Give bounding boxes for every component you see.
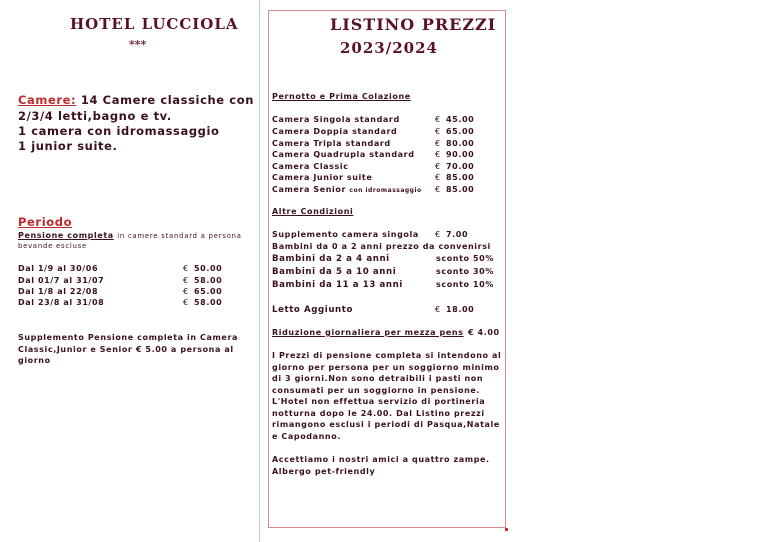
discount-label: Bambini da 11 a 13 anni [272, 280, 403, 290]
room-name-line [272, 185, 422, 194]
conditions-line-4: consumati per un soggiorno in pensione. [272, 386, 481, 395]
period-price: 50.00 [194, 264, 223, 273]
room-currency: € [435, 173, 441, 182]
room-currency: € [435, 150, 441, 159]
room-price: 70.00 [446, 162, 475, 171]
room-name: Camera Doppia standard [272, 127, 398, 136]
period-price: 58.00 [194, 298, 223, 307]
conditions-line-3: di 3 giorni.Non sono detraibili i pasti non [272, 374, 484, 383]
altre-condizioni-heading: Altre Condizioni [272, 207, 354, 216]
period-currency: € [183, 287, 189, 296]
room-currency: € [435, 162, 441, 171]
conditions-line-2: giorno per persona per un soggiorno minimo [272, 363, 500, 372]
hotel-stars: *** [129, 38, 147, 51]
supplemento-singola-price: 7.00 [446, 230, 469, 239]
room-price: 85.00 [446, 185, 475, 194]
discount-label: Bambini da 2 a 4 anni [272, 254, 390, 264]
supplement-line-2: Classic,Junior e Senior € 5.00 a persona al [18, 345, 234, 354]
room-currency: € [435, 115, 441, 124]
discount-label: Bambini da 5 a 10 anni [272, 267, 397, 277]
pensione-note-1: in camere standard a persona [117, 232, 242, 240]
supplemento-singola-label: Supplemento camera singola [272, 230, 419, 239]
frame-corner-mark [505, 528, 508, 531]
price-list-title: LISTINO PREZZI [330, 15, 497, 34]
room-name: Camera Quadrupla standard [272, 150, 415, 159]
period-range: Dal 1/8 al 22/08 [18, 287, 99, 296]
pernotto-heading: Pernotto e Prima Colazione [272, 92, 411, 101]
camere-label: Camere: [18, 93, 77, 107]
price-list-year: 2023/2024 [340, 39, 438, 57]
room-price: 85.00 [446, 173, 475, 182]
period-price: 58.00 [194, 276, 223, 285]
pensione-line [18, 231, 242, 240]
period-price: 65.00 [194, 287, 223, 296]
hotel-name: HOTEL LUCCIOLA [70, 15, 239, 33]
conditions-line-8: e Capodanno. [272, 432, 341, 441]
camere-line-2: 2/3/4 letti,bagno e tv. [18, 109, 172, 123]
riduzione-label: Riduzione giornaliera per mezza pens [272, 328, 464, 337]
supplement-line-1: Supplemento Pensione completa in Camera [18, 333, 239, 342]
supplement-line-3: giorno [18, 356, 51, 365]
conditions-line-1: I Prezzi di pensione completa si intendono al [272, 351, 502, 360]
letto-aggiunto-price: 18.00 [446, 305, 475, 314]
camere-line-4: 1 junior suite. [18, 139, 118, 153]
pensione-label: Pensione completa [18, 231, 114, 240]
letto-aggiunto-currency: € [435, 305, 441, 314]
room-name: Camera Tripla standard [272, 139, 391, 148]
riduzione-value: € 4.00 [468, 328, 500, 337]
conditions-line-6: notturna dopo le 24.00. Dal Listino prezzi [272, 409, 485, 418]
column-divider [259, 0, 260, 542]
room-price: 90.00 [446, 150, 475, 159]
room-currency: € [435, 185, 441, 194]
pensione-note-2: bevande escluse [18, 242, 88, 250]
conditions-line-5: L'Hotel non effettua servizio di portineria [272, 397, 486, 406]
period-range: Dal 1/9 al 30/06 [18, 264, 99, 273]
bambini-0-2: Bambini da 0 a 2 anni prezzo da convenirsi [272, 242, 491, 251]
camere-text-1: 14 Camere classiche con [80, 93, 255, 107]
room-currency: € [435, 127, 441, 136]
discount-value: sconto 30% [436, 267, 494, 276]
letto-aggiunto-label: Letto Aggiunto [272, 305, 353, 315]
room-price: 65.00 [446, 127, 475, 136]
room-name-suffix: con idromassaggio [349, 187, 422, 194]
camere-line-3: 1 camera con idromassaggio [18, 124, 220, 138]
periodo-heading: Periodo [18, 215, 73, 229]
period-range: Dal 23/8 al 31/08 [18, 298, 105, 307]
room-currency: € [435, 139, 441, 148]
room-name: Camera Junior suite [272, 173, 373, 182]
period-currency: € [183, 298, 189, 307]
pets-line-2: Albergo pet-friendly [272, 467, 376, 476]
room-price: 80.00 [446, 139, 475, 148]
period-currency: € [183, 264, 189, 273]
supplemento-singola-currency: € [435, 230, 441, 239]
pets-line-1: Accettiamo i nostri amici a quattro zampe. [272, 455, 490, 464]
camere-line-1 [18, 93, 254, 107]
conditions-line-7: rimangono esclusi i periodi di Pasqua,Natale [272, 420, 500, 429]
period-currency: € [183, 276, 189, 285]
discount-value: sconto 10% [436, 280, 494, 289]
discount-value: sconto 50% [436, 254, 494, 263]
room-name: Camera Classic [272, 162, 349, 171]
room-price: 45.00 [446, 115, 475, 124]
period-range: Dal 01/7 al 31/07 [18, 276, 105, 285]
room-name: Camera Senior [272, 185, 347, 194]
room-name: Camera Singola standard [272, 115, 400, 124]
